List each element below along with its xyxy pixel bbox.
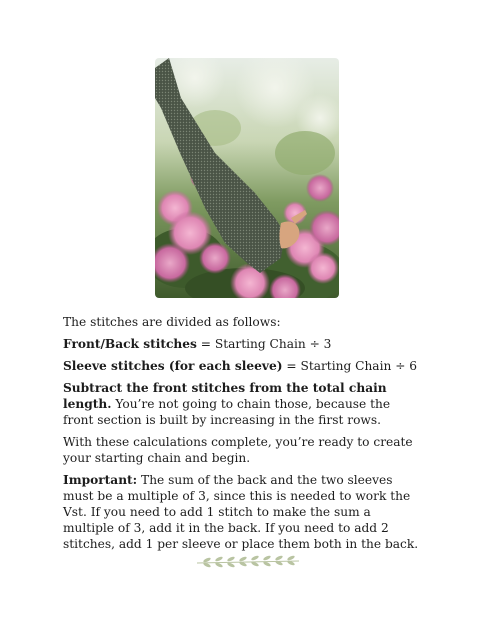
instructions-body <box>63 314 423 558</box>
sleeve-label: Sleeve stitches (for each sleeve) <box>63 359 283 373</box>
front-back-expression: Starting Chain ÷ 3 <box>214 337 332 351</box>
front-back-label: Front/Back stitches <box>63 337 197 351</box>
front-back-operator: = <box>196 337 215 351</box>
sleeve-operator: = <box>282 359 301 373</box>
important-paragraph <box>63 472 423 552</box>
sleeve-formula <box>63 358 423 374</box>
sleeve-expression: Starting Chain ÷ 6 <box>300 359 418 373</box>
knitted-sleeve-image <box>155 58 339 298</box>
front-back-formula <box>63 336 423 352</box>
subtract-rest: You’re not going to chain those, because the front section is built by increasing in the first rows. <box>63 397 391 427</box>
leaf-divider-ornament <box>193 553 303 571</box>
hero-photo <box>155 58 339 298</box>
important-label: Important: <box>63 473 138 487</box>
subtract-paragraph <box>63 380 423 428</box>
intro-text: The stitches are divided as follows: <box>63 315 281 329</box>
laurel-divider-icon <box>193 553 303 571</box>
subtract-bold: Subtract the front stitches from the total chain length. <box>63 381 387 411</box>
important-rest: The sum of the back and the two sleeves must be a multiple of 3, since this is needed to work the Vst. If you need to add 1 stitch to make the sum a multiple of 3, add it in the back. If you need to add 2 stitches, add 1 per sleeve or place them both in the back. <box>63 473 419 551</box>
calc-note-paragraph: With these calculations complete, you’re ready to create your starting chain and begin. <box>63 435 413 465</box>
